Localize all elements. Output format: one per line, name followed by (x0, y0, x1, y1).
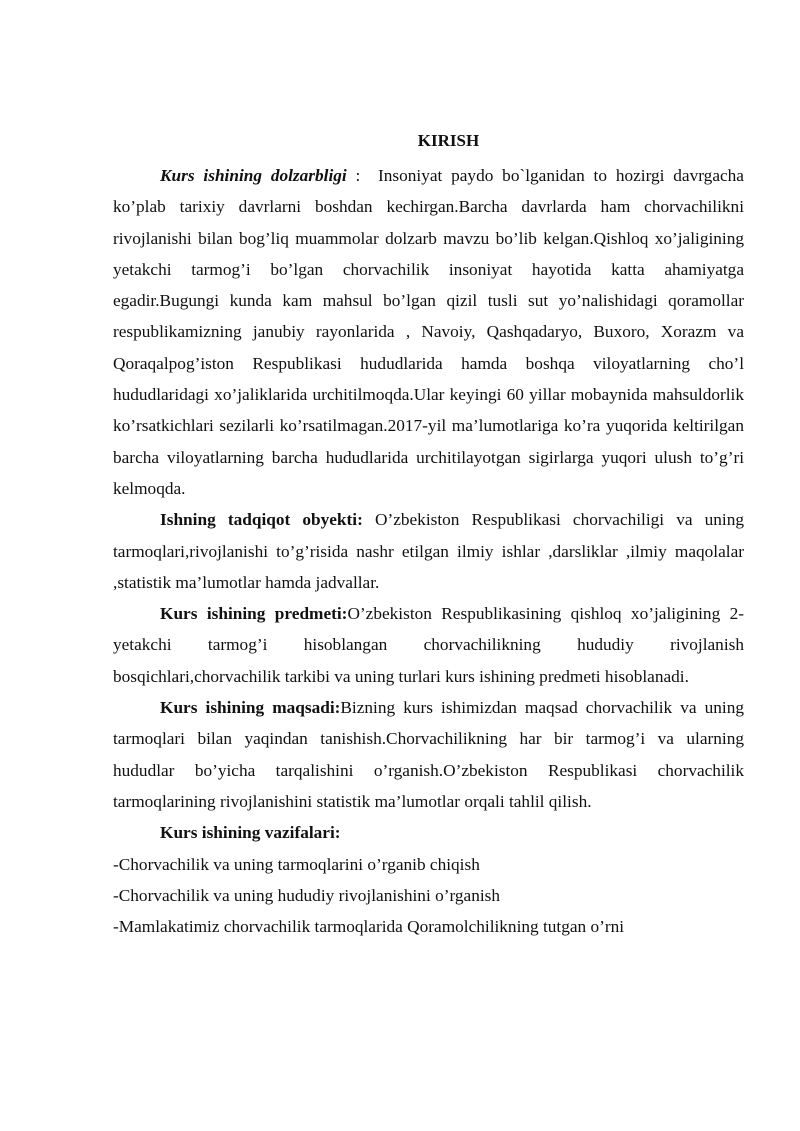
goal-lead: Kurs ishining maqsadi: (160, 698, 341, 718)
relevance-paragraph (113, 160, 744, 504)
goal-paragraph (113, 692, 744, 817)
task-item: -Chorvachilik va uning hududiy rivojlanishini o’rganish (113, 885, 501, 905)
relevance-lead: Kurs ishining dolzarbligi (160, 166, 347, 185)
goal-text: Bizning kurs ishimizdan maqsad chorvachilik va uning tarmoqlari bilan yaqindan tanishish.Chorvachilikning har bir tarmog’i va ularning hududlar bo’yicha tarqalishini o’rganish.O’zbekiston Respublikasi chorvachilik tarmoqlarining rivojlanishini statistik ma’lumotlar orqali tahlil qilish. (113, 698, 744, 811)
task-item: -Mamlakatimiz chorvachilik tarmoqlarida Qoramolchilikning tutgan o’rni (113, 917, 625, 937)
relevance-text: Insoniyat paydo bo`lganidan to hozirgi davrgacha ko’plab tarixiy davrlarni boshdan kechirgan.Barcha davrlarda ham chorvachilikni rivojlanishi bilan bog’liq muammolar dolzarb mavzu bo’lib kelgan.Qishloq xo’jaligining yetakchi tarmog’i bo’lgan chorvachilik insoniyat hayotida katta ahamiyatga egadir.Bugungi kunda kam mahsul bo’lgan qizil tusli sut yo’nalishidagi qoramollar respublikamizning janubiy rayonlarida , Navoiy, Qashqadaryo, Buxoro, Xorazm va Qoraqalpog’iston Respublikasi hududlarida hamda boshqa viloyatlarning cho’l hududlaridagi xo’jaliklarida urchitilmoqda.Ular keyingi 60 yillar mobaynida mahsuldorlik ko’rsatkichlari sezilarli ko’rsatilmagan.2017-yil ma’lumotlariga ko’ra yuqorida keltirilgan barcha viloyatlarning barcha hududlarida urchitilayotgan sigirlarga yuqori ulush to’g’ri kelmoqda. (113, 166, 744, 498)
subject-lead: Kurs ishining predmeti: (160, 604, 348, 624)
research-object-separator (363, 510, 375, 529)
research-object-lead: Ishning tadqiqot obyekti: (160, 510, 363, 530)
research-object-text: O’zbekiston Respublikasi chorvachiligi va uning tarmoqlari,rivojlanishi to’g’risida nashr etilgan ilmiy ishlar ,darsliklar ,ilmiy maqolalar ,statistik ma’lumotlar hamda jadvallar. (113, 510, 744, 592)
task-item: -Chorvachilik va uning tarmoqlarini o’rganib chiqish (113, 854, 480, 874)
subject-paragraph (113, 598, 744, 692)
relevance-separator: : (346, 166, 378, 185)
research-object-paragraph (113, 504, 744, 598)
subject-text: O’zbekiston Respublikasining qishloq xo’jaligining 2-yetakchi tarmog’i hisoblangan chorvachilikning hududiy rivojlanish bosqichlari,chorvachilik tarkibi va uning turlari kurs ishining predmeti hisoblanadi. (113, 604, 744, 686)
tasks-heading-paragraph (113, 817, 744, 848)
page-title: KIRISH (417, 131, 480, 150)
tasks-heading: Kurs ishining vazifalari: (160, 823, 341, 843)
